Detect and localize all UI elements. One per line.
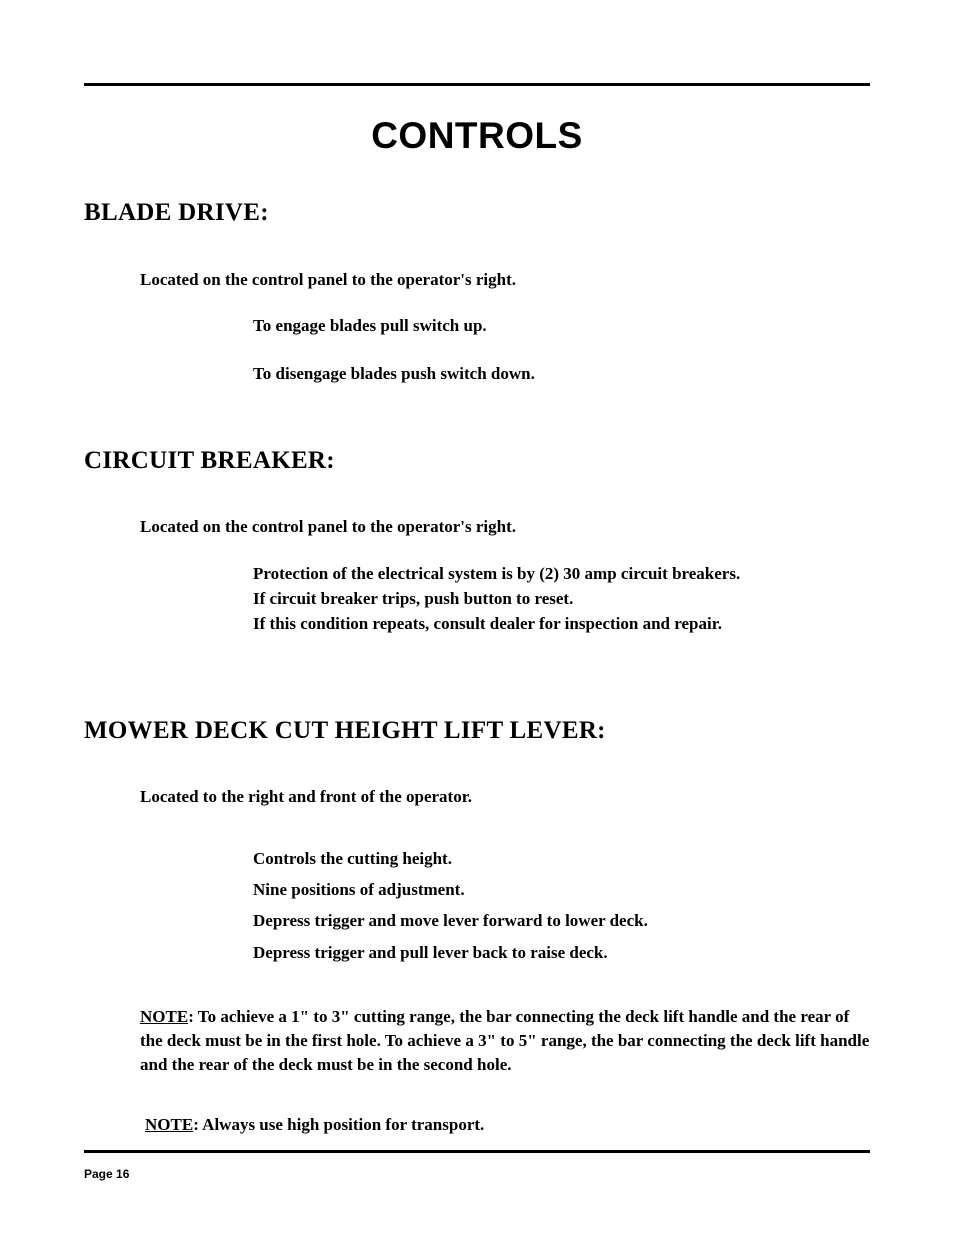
lift-lever-raise: Depress trigger and pull lever back to raise deck. <box>253 943 608 962</box>
note-text: : Always use high position for transport. <box>193 1115 485 1134</box>
section-heading-lift-lever: MOWER DECK CUT HEIGHT LIFT LEVER: <box>84 717 606 744</box>
circuit-breaker-protection: Protection of the electrical system is by (2) 30 amp circuit breakers. <box>253 564 741 583</box>
page-title: CONTROLS <box>371 115 583 156</box>
lift-lever-cutting-height: Controls the cutting height. <box>253 849 452 868</box>
note-text: : To achieve a 1" to 3" cutting range, the bar connecting the deck lift handle and the rear of the deck must be in the first hole. To achieve a 3" to 5" range, the bar connecting the deck lift handle and the rear of the deck must be in the second hole. <box>140 1007 870 1074</box>
blade-drive-engage: To engage blades pull switch up. <box>253 316 487 335</box>
note-label: NOTE <box>140 1007 189 1026</box>
page-number: Page 16 <box>84 1167 130 1181</box>
note-transport <box>145 1113 875 1137</box>
circuit-breaker-location: Located on the control panel to the operator's right. <box>140 517 517 536</box>
blade-drive-disengage: To disengage blades push switch down. <box>253 364 535 383</box>
section-heading-blade-drive: BLADE DRIVE: <box>84 199 269 226</box>
lift-lever-location: Located to the right and front of the operator. <box>140 787 472 806</box>
note-cutting-range <box>140 1005 870 1077</box>
circuit-breaker-repeat: If this condition repeats, consult dealer for inspection and repair. <box>253 614 722 633</box>
bottom-rule <box>84 1150 870 1153</box>
circuit-breaker-reset: If circuit breaker trips, push button to reset. <box>253 589 574 608</box>
blade-drive-location: Located on the control panel to the operator's right. <box>140 270 517 289</box>
note-label: NOTE <box>145 1115 194 1134</box>
lift-lever-lower: Depress trigger and move lever forward to lower deck. <box>253 911 648 930</box>
top-rule <box>84 83 870 86</box>
section-heading-circuit-breaker: CIRCUIT BREAKER: <box>84 447 335 474</box>
lift-lever-positions: Nine positions of adjustment. <box>253 880 465 899</box>
